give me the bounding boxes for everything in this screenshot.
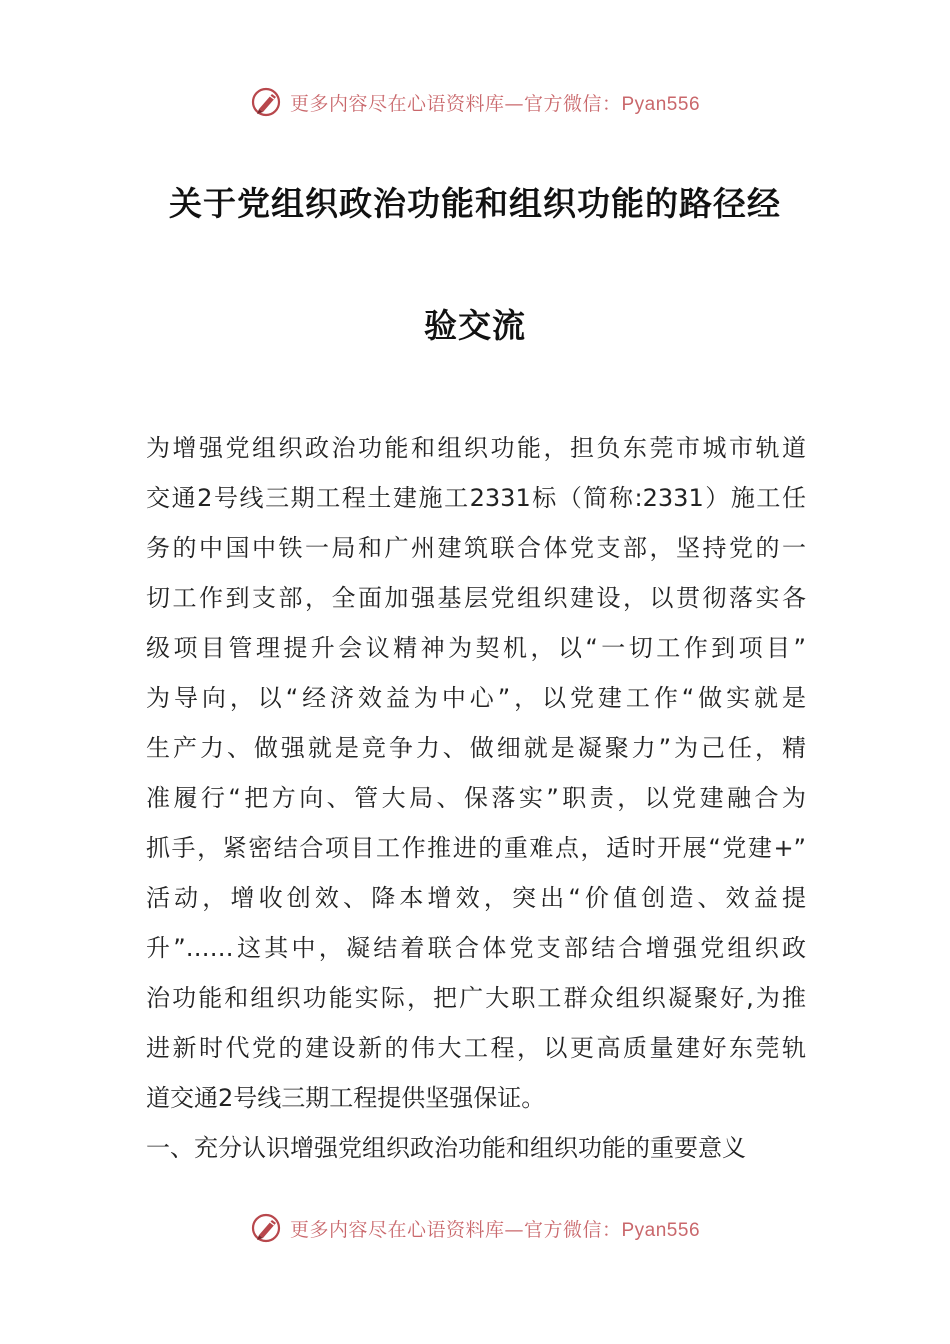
paragraph-line: 交通2号线三期工程土建施工2331标（简称:2331）施工任	[146, 484, 806, 512]
pen-logo-icon	[250, 1211, 284, 1245]
watermark-wechat-id: Pyan556	[621, 93, 701, 115]
paragraph-line: 道交通2号线三期工程提供坚强保证。	[146, 1084, 546, 1112]
intro-paragraph	[146, 428, 806, 1128]
pen-logo-icon	[250, 85, 284, 119]
paragraph-line: 准履行“把方向、管大局、保落实”职责，以党建融合为	[146, 784, 806, 812]
watermark-wechat-id: Pyan556	[621, 1219, 701, 1241]
footer-watermark	[0, 1208, 950, 1248]
paragraph-line: 级项目管理提升会议精神为契机，以“一切工作到项目”	[146, 634, 806, 662]
paragraph-line: 务的中国中铁一局和广州建筑联合体党支部，坚持党的一	[146, 534, 806, 562]
watermark-label: 更多内容尽在心语资料库—官方微信：	[289, 1218, 622, 1241]
watermark-text	[290, 89, 700, 116]
paragraph-line: 活动，增收创效、降本增效，突出“价值创造、效益提	[146, 884, 806, 912]
paragraph-line: 治功能和组织功能实际，把广大职工群众组织凝聚好,为推	[146, 984, 806, 1012]
paragraph-line: 生产力、做强就是竞争力、做细就是凝聚力”为己任，精	[146, 734, 806, 762]
header-watermark	[0, 82, 950, 122]
paragraph-line: 抓手，紧密结合项目工作推进的重难点，适时开展“党建+”	[146, 834, 806, 862]
watermark-label: 更多内容尽在心语资料库—官方微信：	[289, 92, 622, 115]
paragraph-line: 切工作到支部，全面加强基层党组织建设，以贯彻落实各	[146, 584, 806, 612]
paragraph-line: 为导向，以“经济效益为中心”，以党建工作“做实就是	[146, 684, 806, 712]
section-heading: 一、充分认识增强党组织政治功能和组织功能的重要意义	[146, 1134, 746, 1162]
paragraph-line: 升”……这其中，凝结着联合体党支部结合增强党组织政	[146, 934, 806, 962]
paragraph-line: 为增强党组织政治功能和组织功能，担负东莞市城市轨道	[146, 434, 806, 462]
paragraph-line: 进新时代党的建设新的伟大工程，以更高质量建好东莞轨	[146, 1034, 806, 1062]
watermark-text	[290, 1215, 700, 1242]
document-title-line-2: 验交流	[424, 306, 526, 345]
document-title-line-1: 关于党组织政治功能和组织功能的路径经	[169, 184, 781, 223]
